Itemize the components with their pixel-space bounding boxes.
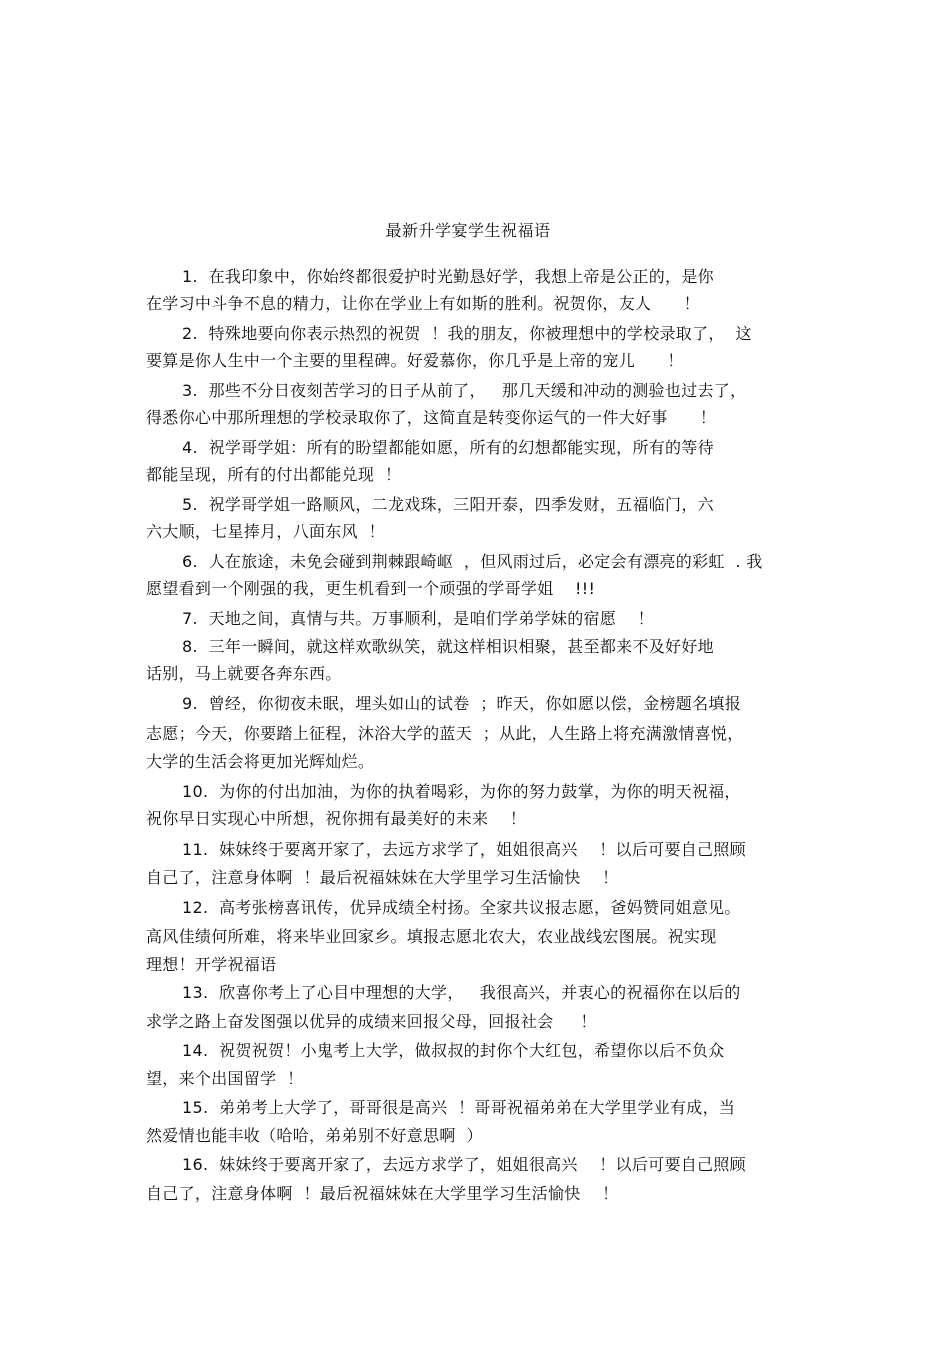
paragraph-line: 祝你早日实现心中所想，祝你拥有最美好的未来 ！ <box>146 809 527 828</box>
paragraph-line: 12. 高考张榜喜讯传，优异成绩全村扬。全家共议报志愿，爸妈赞同姐意见。 <box>182 898 741 917</box>
paragraph-line: 3. 那些不分日夜刻苦学习的日子从前了， 那几天缓和冲动的测验也过去了， <box>182 381 747 400</box>
paragraph-line: 都能呈现，所有的付出都能兑现 ！ <box>146 465 402 484</box>
paragraph-line: 8. 三年一瞬间，就这样欢歌纵笑，就这样相识相聚，甚至都来不及好好地 <box>182 637 714 656</box>
document-title: 最新升学宴学生祝福语 <box>385 221 551 240</box>
paragraph-line: 求学之路上奋发图强以优异的成绩来回报父母，回报社会 ！ <box>146 1012 597 1031</box>
paragraph-line: 10. 为你的付出加油，为你的执着喝彩，为你的努力鼓掌，为你的明天祝福， <box>182 782 741 801</box>
paragraph-line: 高风佳绩何所难，将来毕业回家乡。填报志愿北农大，农业战线宏图展。祝实现 <box>146 927 717 946</box>
paragraph-line: 11. 妹妹终于要离开家了，去远方求学了，姐姐很高兴 ！以后可要自己照顾 <box>182 840 746 859</box>
paragraph-line: 15. 弟弟考上大学了，哥哥很是高兴 ！哥哥祝福弟弟在大学里学业有成，当 <box>182 1098 736 1117</box>
paragraph-line: 4. 祝学哥学姐：所有的盼望都能如愿，所有的幻想都能实现，所有的等待 <box>182 438 714 457</box>
paragraph-line: 话别，马上就要各奔东西。 <box>146 664 342 683</box>
paragraph-line: 6. 人在旅途，未免会碰到荆棘跟崎岖 ，但风雨过后，必定会有漂亮的彩虹 . 我 <box>182 552 763 571</box>
paragraph-line: 2. 特殊地要向你表示热烈的祝贺 ！我的朋友，你被理想中的学校录取了， 这 <box>182 324 752 343</box>
paragraph-line: 14. 祝贺祝贺！小鬼考上大学，做叔叔的封你个大红包，希望你以后不负众 <box>182 1041 725 1060</box>
paragraph-line: 16. 妹妹终于要离开家了，去远方求学了，姐姐很高兴 ！以后可要自己照顾 <box>182 1155 746 1174</box>
paragraph-line: 13. 欣喜你考上了心目中理想的大学， 我很高兴，并衷心的祝福你在以后的 <box>182 983 741 1002</box>
paragraph-line: 望，来个出国留学 ！ <box>146 1069 304 1088</box>
paragraph-line: 理想！开学祝福语 <box>146 955 277 974</box>
paragraph-line: 5. 祝学哥学姐一路顺风，二龙戏珠，三阳开泰，四季发财，五福临门，六 <box>182 495 714 514</box>
paragraph-line: 自己了，注意身体啊 ！最后祝福妹妹在大学里学习生活愉快 ！ <box>146 1184 619 1203</box>
paragraph-line: 六大顺，七星捧月，八面东风 ！ <box>146 522 385 541</box>
paragraph-line: 大学的生活会将更加光辉灿烂。 <box>146 752 375 771</box>
paragraph-line: 得悉你心中那所理想的学校录取你了，这简直是转变你运气的一件大好事 ！ <box>146 408 717 427</box>
paragraph-line: 然爱情也能丰收（哈哈，弟弟别不好意思啊 ） <box>146 1126 483 1145</box>
paragraph-line: 1. 在我印象中，你始终都很爱护时光勤恳好学，我想上帝是公正的，是你 <box>182 267 714 286</box>
paragraph-line: 愿望看到一个刚强的我，更生机看到一个顽强的学哥学姐 !!! <box>146 579 596 598</box>
paragraph-line: 7. 天地之间，真情与共。万事顺利，是咱们学弟学妹的宿愿 ！ <box>182 609 654 628</box>
paragraph-line: 要算是你人生中一个主要的里程碑。好爱慕你，你几乎是上帝的宠儿 ！ <box>146 351 684 370</box>
paragraph-line: 自己了，注意身体啊 ！最后祝福妹妹在大学里学习生活愉快 ！ <box>146 868 619 887</box>
paragraph-line: 在学习中斗争不息的精力，让你在学业上有如斯的胜利。祝贺你，友人 ！ <box>146 294 700 313</box>
paragraph-line: 志愿；今天，你要踏上征程，沐浴大学的蓝天 ；从此，人生路上将充满激情喜悦， <box>146 724 744 743</box>
paragraph-line: 9. 曾经，你彻夜未眠，埋头如山的试卷 ；昨天，你如愿以偿，金榜题名填报 <box>182 694 742 713</box>
